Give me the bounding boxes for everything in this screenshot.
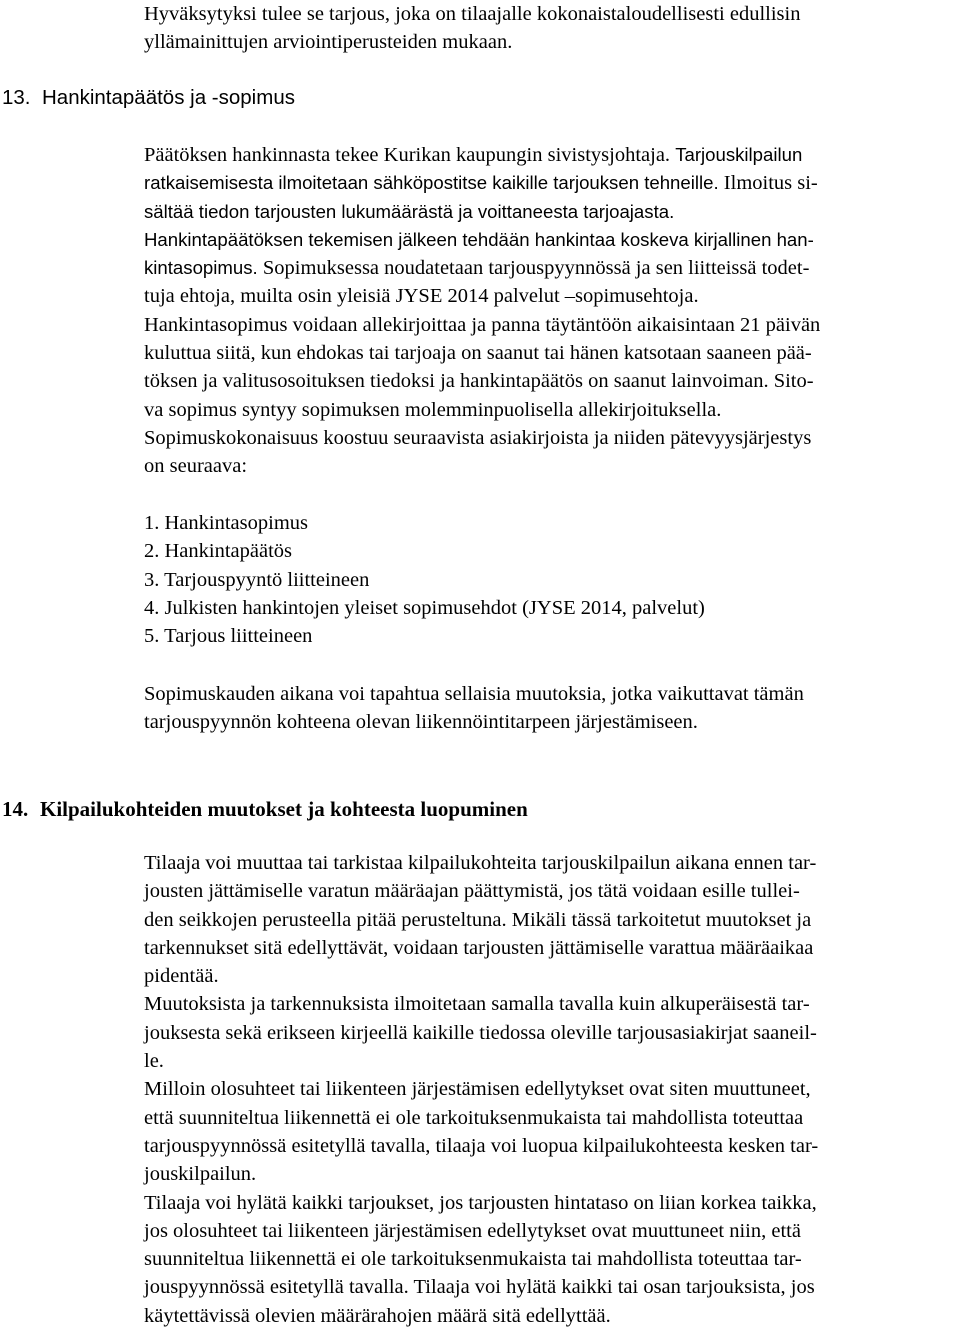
text-line: yllämainittujen arviointiperusteiden mukaan. [144,31,513,54]
list-item: 2. Hankintapäätös [144,540,293,563]
text-line: tarjouspyynnön kohteena olevan liikennöintitarpeen järjestämiseen. [144,711,698,734]
section-number: 14. [2,797,29,821]
text-line: jos olosuhteet tai liikenteen järjestämisen edellytykset ovat muuttuneet niin, että [144,1219,801,1242]
text-line: Muutoksista ja tarkennuksista ilmoitetaan samalla tavalla kuin alkuperäisestä tar- [144,993,810,1016]
section-13-heading [2,84,295,112]
text-line: jouksesta sekä erikseen kirjeellä kaikille tiedossa oleville tarjousasiakirjat saaneil- [144,1021,817,1044]
text-line: suunniteltua liikennettä ei ole tarkoituksenmukaista tai mahdollista toteuttaa tar- [144,1248,802,1271]
text-line: den seikkojen perusteella pitää perusteltuna. Mikäli tässä tarkoitetut muutokset ja [144,908,812,931]
section-14-heading [2,795,528,823]
text-line: Sopimuskauden aikana voi tapahtua sellaisia muutoksia, jotka vaikuttavat tämän [144,683,804,705]
text-line: Tilaaja voi hylätä kaikki tarjoukset, jos tarjousten hintataso on liian korkea taikka, [144,1191,817,1214]
text-line: Tilaaja voi muuttaa tai tarkistaa kilpailukohteita tarjouskilpailun aikana ennen tar- [144,852,817,874]
text-line: va sopimus syntyy sopimuksen molemminpuolisella allekirjoituksella. [144,398,722,421]
text-line: jouskilpailun. [144,1163,257,1186]
text-line: Päätöksen hankinnasta tekee Kurikan kaupungin sivistysjohtaja. Tarjouskilpailun [144,144,803,166]
section-13-closing-paragraph [144,680,960,737]
section-number: 13. [2,86,31,109]
text-line: että suunniteltua liikennettä ei ole tarkoituksenmukaista tai mahdollista toteuttaa [144,1106,804,1129]
text-line: Milloin olosuhteet tai liikenteen järjestämisen edellytykset ovat siten muuttuneet, [144,1078,811,1101]
text-line: on seuraava: [144,455,248,478]
text-line: Sopimuskokonaisuus koostuu seuraavista asiakirjoista ja niiden pätevyysjärjestys [144,426,812,449]
text-line: jousten jättämiselle varatun määräajan päättymistä, jos tätä voidaan esille tullei- [144,880,800,903]
text-line: kuluttua siitä, kun ehdokas tai tarjoaja on saanut tai hänen katsotaan saaneen pää- [144,342,812,365]
text-line: tarkennukset sitä edellyttävät, voidaan tarjousten jättämiselle varattua määräaikaa [144,936,814,959]
text-line: kintasopimus. Sopimuksessa noudatetaan tarjouspyynnössä ja sen liitteissä todet- [144,257,810,280]
list-item: 5. Tarjous liitteineen [144,625,313,648]
document-list [144,509,960,650]
list-item: 3. Tarjouspyyntö liitteineen [144,568,370,591]
list-item: 4. Julkisten hankintojen yleiset sopimusehdot (JYSE 2014, palvelut) [144,596,705,619]
section-title: Kilpailukohteiden muutokset ja kohteesta luopuminen [40,797,528,821]
text-line: pidentää. [144,965,219,988]
text-line: käytettävissä olevien määrärahojen määrä sitä edellyttää. [144,1304,611,1327]
text-line: Hankintasopimus voidaan allekirjoittaa ja panna täytäntöön aikaisintaan 21 päivän [144,313,821,336]
text-line: sältää tiedon tarjousten lukumäärästä ja voittaneesta tarjoajasta. [144,200,675,222]
text-line: töksen ja valitusosoituksen tiedoksi ja hankintapäätös on saanut lainvoiman. Sito- [144,370,814,393]
section-14-paragraph [144,849,960,1330]
text-line: ratkaisemisesta ilmoitetaan sähköpostitse kaikille tarjouksen tehneille. Ilmoitus si- [144,172,818,195]
text-line: tuja ehtoja, muilta osin yleisiä JYSE 2014 palvelut –sopimusehtoja. [144,285,699,308]
section-title: Hankintapäätös ja -sopimus [42,86,295,109]
intro-paragraph [144,0,960,57]
section-13-paragraph [144,141,960,481]
text-line: Hankintapäätöksen tekemisen jälkeen tehdään hankintaa koskeva kirjallinen han- [144,228,814,250]
text-line: Hyväksytyksi tulee se tarjous, joka on tilaajalle kokonaistaloudellisesti edullisin [144,3,801,25]
list-item: 1. Hankintasopimus [144,512,308,534]
text-line: jouspyynnössä esitetyllä tavalla. Tilaaja voi hylätä kaikki tai osan tarjouksista, jos [144,1276,815,1299]
text-line: le. [144,1050,164,1073]
text-line: tarjouspyynnössä esitetyllä tavalla, tilaaja voi luopua kilpailukohteesta kesken tar- [144,1134,819,1157]
